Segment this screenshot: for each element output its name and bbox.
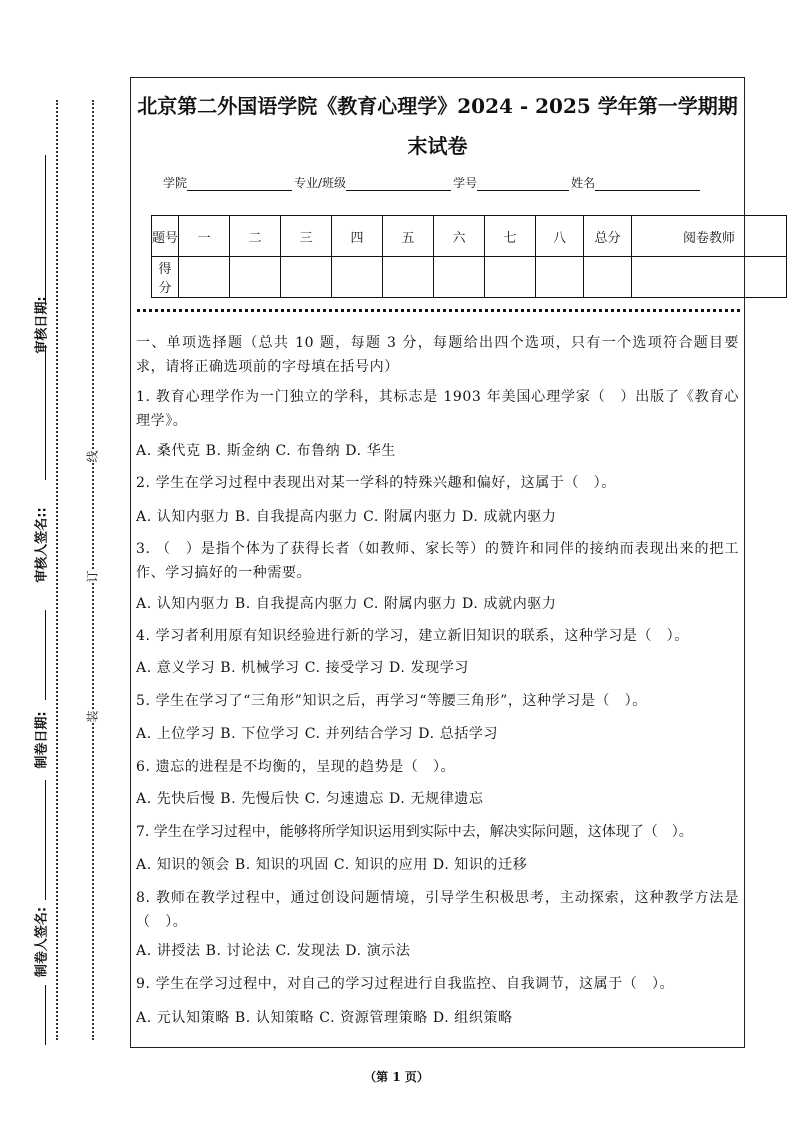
name-field[interactable]: [595, 178, 700, 191]
options-2: A. 认知内驱力 B. 自我提高内驱力 C. 附属内驱力 D. 成就内驱力: [136, 509, 557, 525]
row-label: 题号: [152, 216, 179, 257]
exam-title: 北京第二外国语学院《教育心理学》2024 - 2025 学年第一学期期: [137, 94, 738, 118]
binding-mark-order: 订: [85, 570, 100, 583]
row-label: 得分: [152, 257, 179, 298]
signature-line: [45, 780, 46, 900]
options-9: A. 元认知策略 B. 认知策略 C. 资源管理策略 D. 组织策略: [136, 1010, 513, 1026]
student-id-label: 学号: [453, 176, 478, 190]
options-6: A. 先快后慢 B. 先慢后快 C. 匀速遗忘 D. 无规律遗忘: [136, 791, 484, 807]
header-cell: 阅卷教师: [632, 216, 787, 257]
header-cell: 七: [485, 216, 536, 257]
header-cell: 三: [281, 216, 332, 257]
major-label: 专业/班级: [294, 176, 347, 190]
question-1: 1. 教育心理学作为一门独立的学科，其标志是 1903 年美国心理学家（ ）出版了《教育心理学》。: [136, 389, 739, 429]
score-cell[interactable]: [383, 257, 434, 298]
score-cell[interactable]: [179, 257, 230, 298]
question-4: 4. 学习者利用原有知识经验进行新的学习，建立新旧知识的联系，这种学习是（ ）。: [136, 628, 689, 644]
signature-line: [45, 985, 46, 1045]
college-label: 学院: [163, 176, 188, 190]
binding-dotted-line: [56, 100, 58, 1040]
header-cell: 五: [383, 216, 434, 257]
header-cell: 六: [434, 216, 485, 257]
exam-title-cont: 末试卷: [407, 134, 468, 158]
college-field[interactable]: [187, 178, 292, 191]
divider-dotted: [137, 309, 740, 312]
question-6: 6. 遗忘的进程是不均衡的，呈现的趋势是（ ）。: [136, 759, 456, 775]
paper-date-label: 制卷日期:: [34, 711, 50, 769]
question-9: 9. 学生在学习过程中，对自己的学习过程进行自我监控、自我调节，这属于（ ）。: [136, 976, 675, 992]
question-5: 5. 学生在学习了“三角形”知识之后，再学习“等腰三角形”，这种学习是（ ）。: [136, 693, 647, 709]
page-number: （第 1 页）: [364, 1070, 429, 1084]
score-cell[interactable]: [434, 257, 485, 298]
review-date-label: 审核日期:: [34, 296, 50, 354]
header-cell: 二: [230, 216, 281, 257]
paper-maker-signature-label: 制卷人签名:: [34, 906, 50, 978]
score-cell[interactable]: [584, 257, 632, 298]
options-3: A. 认知内驱力 B. 自我提高内驱力 C. 附属内驱力 D. 成就内驱力: [136, 596, 557, 612]
question-2: 2. 学生在学习过程中表现出对某一学科的特殊兴趣和偏好，这属于（ ）。: [136, 475, 616, 491]
reviewer-signature-label: 审核人签名::: [34, 507, 50, 583]
header-cell: 四: [332, 216, 383, 257]
score-cell[interactable]: [281, 257, 332, 298]
section-heading: 一、单项选择题（总共 10 题，每题 3 分，每题给出四个选项，只有一个选项符合题目要求，请将正确选项前的字母填在括号内）: [136, 335, 739, 375]
score-cell[interactable]: [632, 257, 787, 298]
signature-line: [45, 345, 46, 480]
score-cell[interactable]: [485, 257, 536, 298]
question-7: 7. 学生在学习过程中，能够将所学知识运用到实际中去，解决实际问题，这体现了（ ）。: [136, 824, 693, 840]
header-cell: 八: [536, 216, 584, 257]
question-3: 3. （ ）是指个体为了获得长者（如教师、家长等）的赞许和同伴的接纳而表现出来的把工作、学习搞好的一种需要。: [136, 541, 739, 581]
student-id-field[interactable]: [477, 178, 569, 191]
name-label: 姓名: [571, 176, 596, 190]
score-cell[interactable]: [536, 257, 584, 298]
score-cell[interactable]: [332, 257, 383, 298]
binding-mark-line: 线: [85, 450, 100, 463]
binding-mark-bind: 装: [85, 710, 100, 723]
options-5: A. 上位学习 B. 下位学习 C. 并列结合学习 D. 总括学习: [136, 726, 499, 742]
header-cell: 总分: [584, 216, 632, 257]
signature-line: [45, 610, 46, 700]
score-table: [151, 215, 787, 298]
question-8: 8. 教师在教学过程中，通过创设问题情境，引导学生积极思考，主动探索，这种教学方法是（ ）。: [136, 890, 739, 930]
options-1: A. 桑代克 B. 斯金纳 C. 布鲁纳 D. 华生: [136, 443, 396, 459]
score-cell[interactable]: [230, 257, 281, 298]
options-7: A. 知识的领会 B. 知识的巩固 C. 知识的应用 D. 知识的迁移: [136, 857, 528, 873]
options-4: A. 意义学习 B. 机械学习 C. 接受学习 D. 发现学习: [136, 660, 469, 676]
student-info: [163, 174, 702, 191]
header-cell: 一: [179, 216, 230, 257]
signature-line: [45, 155, 46, 305]
major-field[interactable]: [346, 178, 451, 191]
options-8: A. 讲授法 B. 讨论法 C. 发现法 D. 演示法: [136, 943, 411, 959]
